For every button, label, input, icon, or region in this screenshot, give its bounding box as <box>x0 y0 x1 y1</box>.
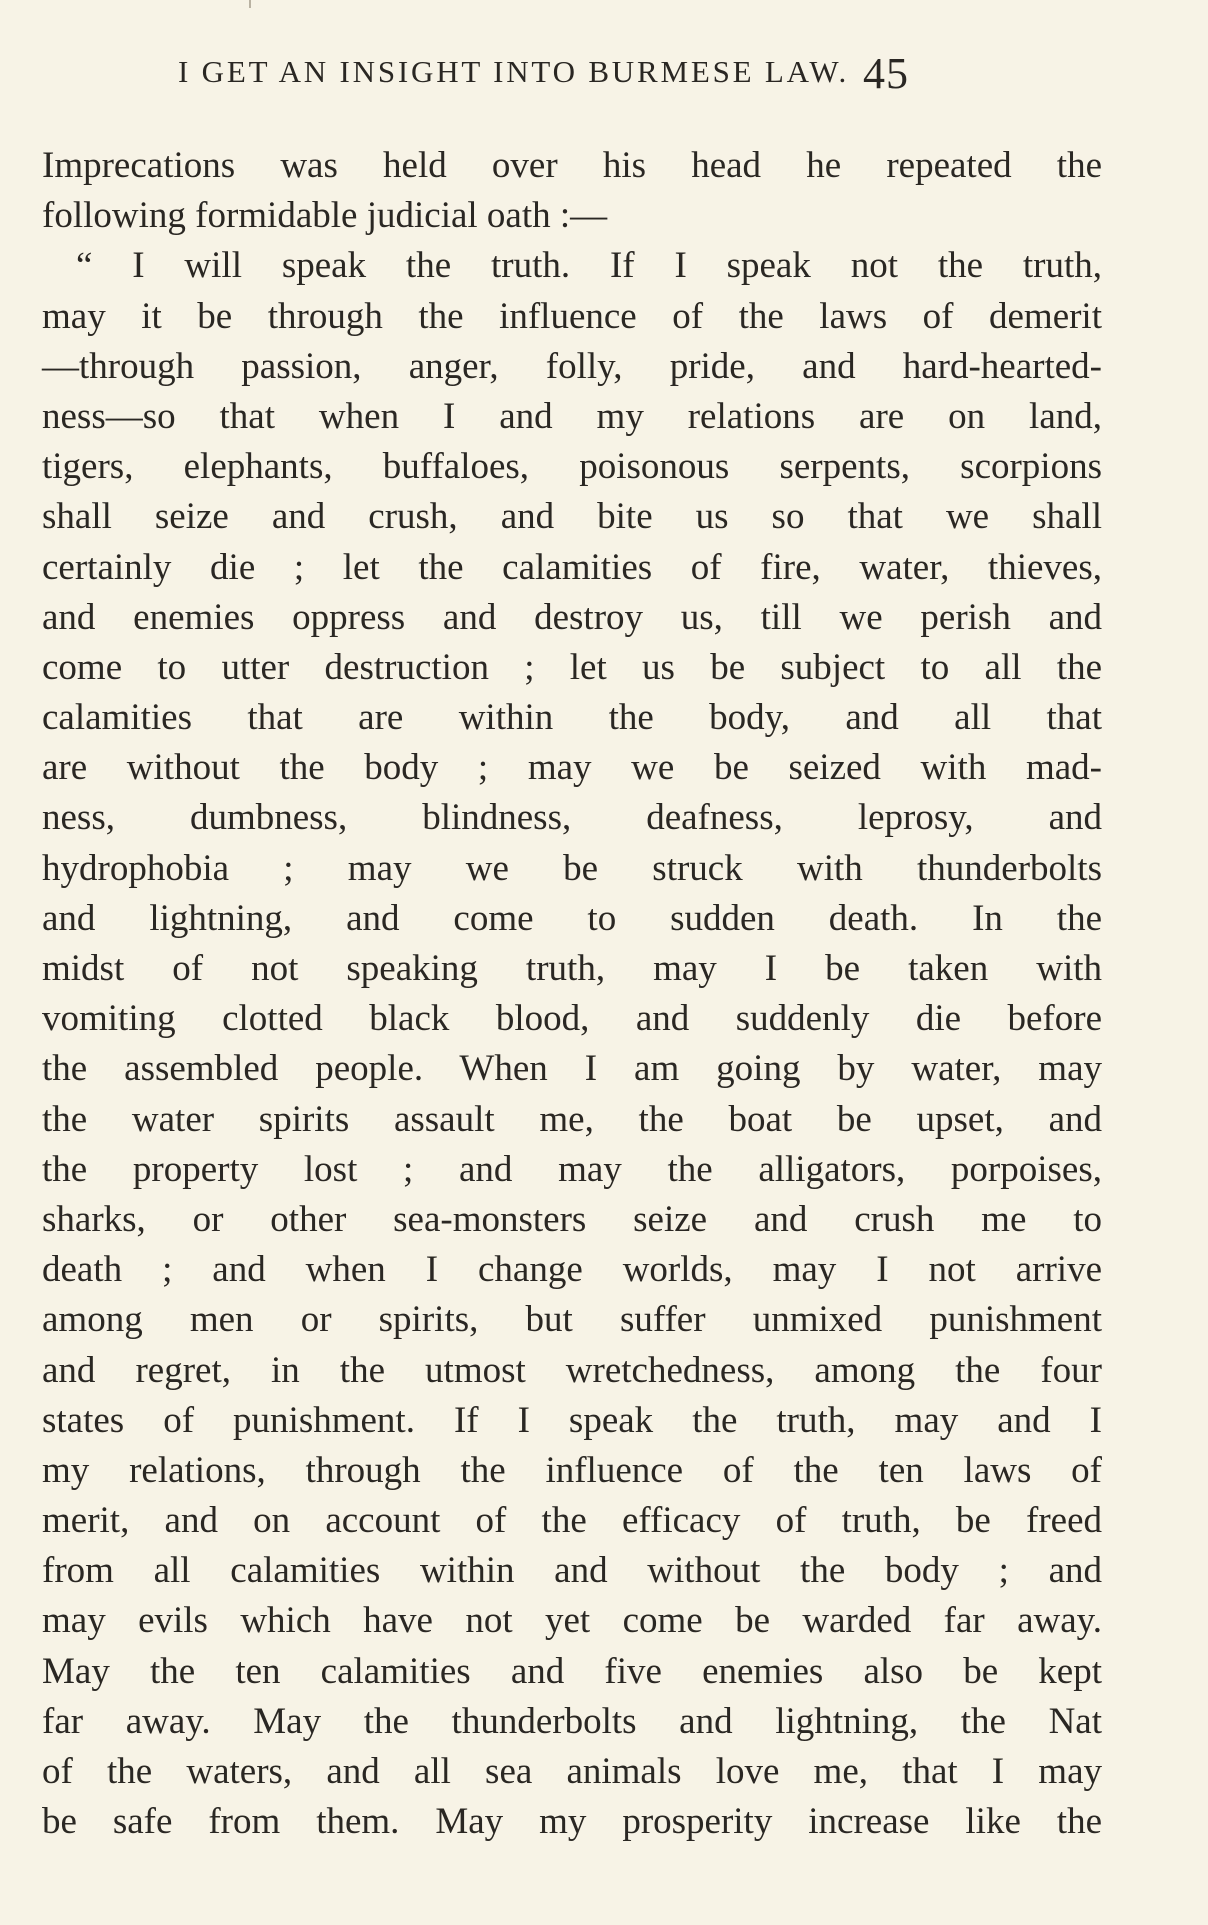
body-line: —through passion, anger, folly, pride, and hard-hearted- <box>42 345 1102 387</box>
body-line: following formidable judicial oath :— <box>42 195 608 237</box>
body-line: far away. May the thunderbolts and lightning, the Nat <box>42 1700 1102 1742</box>
body-line: and lightning, and come to sudden death. In the <box>42 897 1102 939</box>
body-line: are without the body ; may we be seized with mad- <box>42 747 1102 789</box>
body-line: may it be through the influence of the laws of demerit <box>42 295 1102 337</box>
body-line: “ I will speak the truth. If I speak not the truth, <box>76 245 1102 287</box>
body-line: calamities that are within the body, and all that <box>42 697 1102 739</box>
body-line: of the waters, and all sea animals love me, that I may <box>42 1751 1102 1792</box>
body-line: sharks, or other sea-monsters seize and crush me to <box>42 1198 1102 1240</box>
body-line: come to utter destruction ; let us be subject to all the <box>42 646 1102 688</box>
body-line: and enemies oppress and destroy us, till we perish and <box>42 596 1102 638</box>
body-line: Imprecations was held over his head he repeated the <box>42 145 1102 186</box>
body-line: vomiting clotted black blood, and suddenly die before <box>42 998 1102 1040</box>
body-line: ness—so that when I and my relations are on land, <box>42 395 1102 437</box>
body-line: hydrophobia ; may we be struck with thunderbolts <box>42 847 1102 889</box>
body-line: states of punishment. If I speak the truth, may and I <box>42 1399 1102 1441</box>
page-number: 45 <box>863 49 909 98</box>
body-line: the property lost ; and may the alligators, porpoises, <box>42 1148 1102 1190</box>
body-line: shall seize and crush, and bite us so that we shall <box>42 496 1102 538</box>
body-text <box>42 141 1107 1847</box>
body-line: death ; and when I change worlds, may I not arrive <box>42 1249 1102 1291</box>
body-line: midst of not speaking truth, may I be taken with <box>42 948 1102 989</box>
body-line: may evils which have not yet come be warded far away. <box>42 1600 1102 1642</box>
running-title: I GET AN INSIGHT INTO BURMESE LAW. <box>178 54 850 89</box>
body-line: and regret, in the utmost wretchedness, among the four <box>42 1349 1102 1391</box>
body-line: certainly die ; let the calamities of fire, water, thieves, <box>42 546 1102 588</box>
body-line: the assembled people. When I am going by water, may <box>42 1048 1102 1090</box>
body-line: among men or spirits, but suffer unmixed punishment <box>42 1299 1102 1341</box>
body-line: be safe from them. May my prosperity increase like the <box>42 1801 1102 1843</box>
body-line: ness, dumbness, blindness, deafness, leprosy, and <box>42 797 1102 839</box>
body-line: May the ten calamities and five enemies also be kept <box>42 1650 1102 1692</box>
body-line: tigers, elephants, buffaloes, poisonous serpents, scorpions <box>42 446 1102 488</box>
running-head <box>178 49 968 104</box>
body-line: my relations, through the influence of the ten laws of <box>42 1449 1102 1491</box>
body-line: from all calamities within and without the body ; and <box>42 1550 1102 1592</box>
body-line: merit, and on account of the efficacy of truth, be freed <box>42 1500 1102 1542</box>
body-line: the water spirits assault me, the boat be upset, and <box>42 1098 1102 1140</box>
page-edge-mark <box>249 0 251 8</box>
